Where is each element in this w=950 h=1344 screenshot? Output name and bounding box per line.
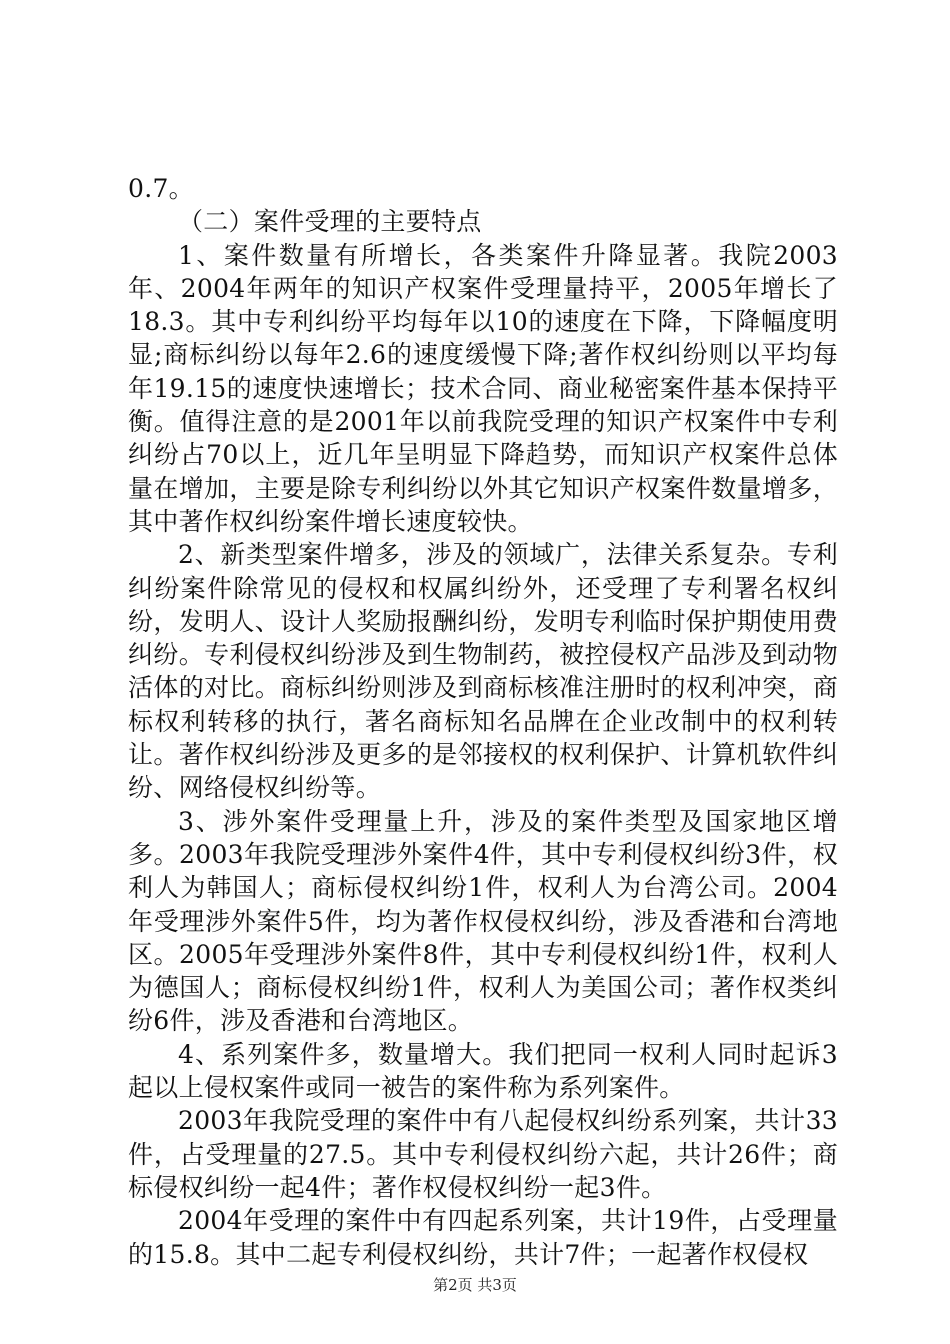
paragraph-2: 2、新类型案件增多，涉及的领域广，法律关系复杂。专利纠纷案件除常见的侵权和权属纠纷外，还受理了专利署名权纠纷，发明人、设计人奖励报酬纠纷，发明专利临时保护期使用费纠纷。专利侵权纠纷涉及到生物制药，被控侵权产品涉及到动物活体的对比。商标纠纷则涉及到商标核准注册时的权利冲突，商标权利转移的执行，著名商标知名品牌在企业改制中的权利转让。著作权纠纷涉及更多的是邻接权的权利保护、计算机软件纠纷、网络侵权纠纷等。 [128, 540, 838, 803]
paragraph-1: 1、案件数量有所增长，各类案件升降显著。我院2003年、2004年两年的知识产权案件受理量持平，2005年增长了18.3。其中专利纠纷平均每年以10的速度在下降，下降幅度明显;商标纠纷以每年2.6的速度缓慢下降;著作权纠纷则以平均每年19.15的速度快速增长；技术合同、商业秘密案件基本保持平衡。值得注意的是2001年以前我院受理的知识产权案件中专利纠纷占70以上，近几年呈明显下降趋势，而知识产权案件总体量在增加，主要是除专利纠纷以外其它知识产权案件数量增多，其中著作权纠纷案件增长速度较快。 [128, 240, 838, 536]
paragraph-3: 3、涉外案件受理量上升，涉及的案件类型及国家地区增多。2003年我院受理涉外案件4件，其中专利侵权纠纷3件，权利人为韩国人；商标侵权纠纷1件，权利人为台湾公司。2004年受理涉外案件5件，均为著作权侵权纠纷，涉及香港和台湾地区。2005年受理涉外案件8件，其中专利侵权纠纷1件，权利人为德国人；商标侵权纠纷1件，权利人为美国公司；著作权类纠纷6件，涉及香港和台湾地区。 [128, 806, 838, 1036]
document-body [128, 172, 838, 1271]
paragraph-6: 2004年受理的案件中有四起系列案，共计19件，占受理量的15.8。其中二起专利侵权纠纷，共计7件；一起著作权侵权 [128, 1206, 838, 1269]
paragraph-5: 2003年我院受理的案件中有八起侵权纠纷系列案，共计33件，占受理量的27.5。其中专利侵权纠纷六起，共计26件；商标侵权纠纷一起4件；著作权侵权纠纷一起3件。 [128, 1106, 838, 1202]
section-heading: （二）案件受理的主要特点 [178, 207, 482, 237]
paragraph-0: 0.7。 [128, 174, 194, 203]
page-footer: 第2页 共3页 [433, 1276, 517, 1294]
paragraph-4: 4、系列案件多，数量增大。我们把同一权利人同时起诉3起以上侵权案件或同一被告的案件称为系列案件。 [128, 1039, 838, 1103]
